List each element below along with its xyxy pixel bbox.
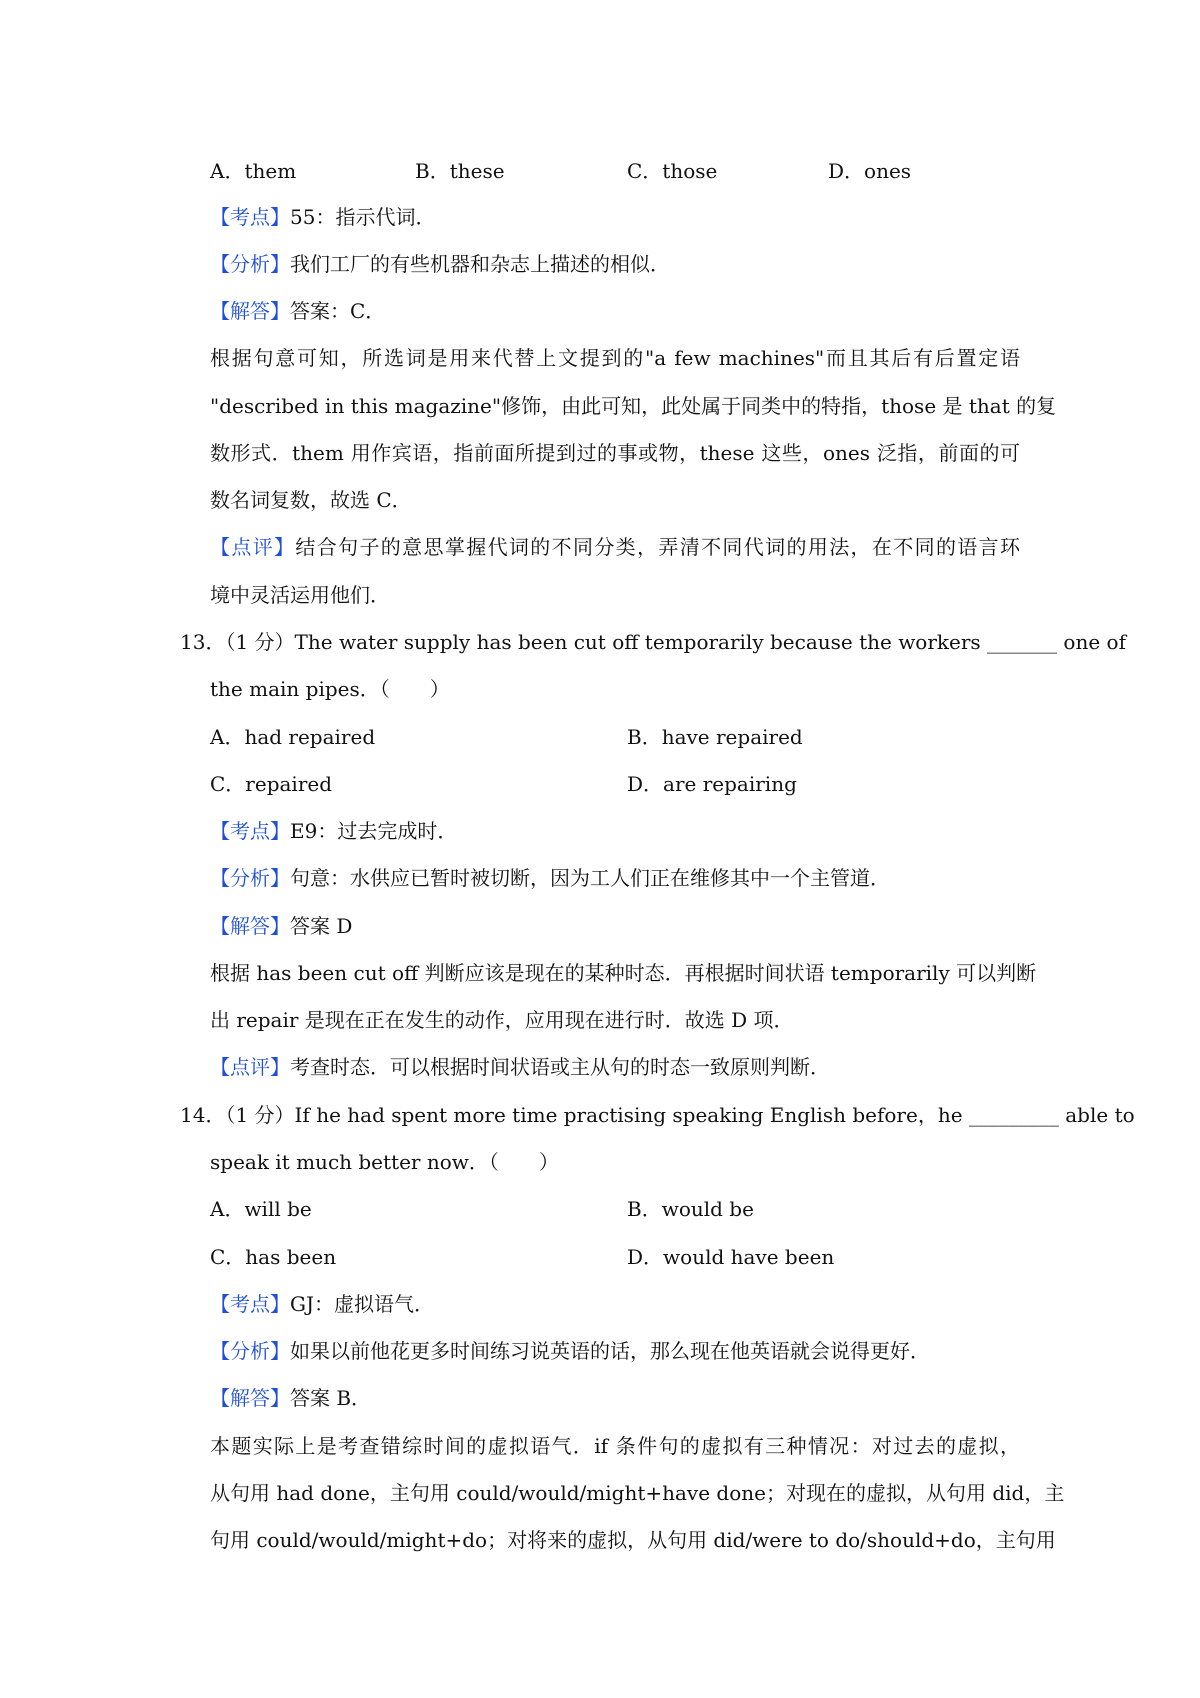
q14-option-b: B．would be: [627, 1197, 754, 1221]
dianping-tag: 【点评】: [210, 1055, 290, 1079]
q14-stem-line-1: 14．（1 分）If he had spent more time practising speaking English before，he _________ able to: [180, 1103, 1135, 1127]
q12-explain-line-2: "described in this magazine"修饰，由此可知，此处属于同类中的特指，those 是 that 的复: [210, 394, 1057, 418]
q13-option-b: B．have repaired: [627, 725, 803, 749]
q12-explain-line-3: 数形式．them 用作宾语，指前面所提到过的事或物，these 这些，ones 泛指，前面的可: [210, 441, 1020, 465]
kaodian-tag: 【考点】: [210, 819, 290, 843]
dianping-tag: 【点评】: [210, 535, 296, 559]
q12-dianping: [210, 532, 1020, 562]
kaodian-tag: 【考点】: [210, 205, 290, 229]
q13-explain-line-1: 根据 has been cut off 判断应该是现在的某种时态．再根据时间状语 temporarily 可以判断: [210, 961, 1037, 985]
jieda-tag: 【解答】: [210, 914, 290, 938]
q12-explain-line-4: 数名词复数，故选 C．: [210, 488, 412, 512]
q13-option-d: D．are repairing: [627, 772, 797, 796]
q13-explain-line-2: 出 repair 是现在正在发生的动作，应用现在进行时．故选 D 项．: [210, 1008, 794, 1032]
q14-option-a: A．will be: [210, 1197, 312, 1221]
q13-jieda: [210, 911, 1020, 941]
q13-dianping: [210, 1052, 1020, 1082]
q13-fenxi: [210, 863, 1020, 893]
q14-option-d: D．would have been: [627, 1245, 835, 1269]
kaodian-text: GJ：虚拟语气．: [290, 1292, 434, 1316]
q12-fenxi: [210, 249, 1020, 279]
q12-option-a: A．them: [210, 159, 297, 183]
q12-dianping-line-2: 境中灵活运用他们．: [210, 583, 390, 607]
jieda-text: 答案：C．: [290, 299, 386, 323]
fenxi-text: 句意：水供应已暂时被切断，因为工人们正在维修其中一个主管道．: [290, 866, 890, 890]
q14-jieda: [210, 1383, 1020, 1413]
fenxi-tag: 【分析】: [210, 866, 290, 890]
fenxi-text: 我们工厂的有些机器和杂志上描述的相似．: [290, 252, 670, 276]
q14-kaodian: [210, 1289, 1020, 1319]
kaodian-text: E9：过去完成时．: [290, 819, 458, 843]
q13-stem-line-2: the main pipes．（ ）: [210, 677, 450, 701]
jieda-text: 答案 B．: [290, 1386, 372, 1410]
kaodian-text: 55：指示代词．: [290, 205, 436, 229]
q12-jieda: [210, 296, 1020, 326]
q14-stem-line-2: speak it much better now．（ ）: [210, 1150, 559, 1174]
q14-option-c: C．has been: [210, 1245, 337, 1269]
dianping-text-1: 结合句子的意思掌握代词的不同分类，弄清不同代词的用法，在不同的语言环: [295, 535, 1021, 559]
fenxi-text: 如果以前他花更多时间练习说英语的话，那么现在他英语就会说得更好．: [290, 1339, 930, 1363]
q14-explain-line-3: 句用 could/would/might+do；对将来的虚拟，从句用 did/were to do/should+do，主句用: [210, 1528, 1056, 1552]
q12-option-d: D．ones: [828, 159, 912, 183]
q13-stem-line-1: 13．（1 分）The water supply has been cut off temporarily because the workers _______ one of: [180, 630, 1126, 654]
q12-kaodian: [210, 202, 1020, 232]
q13-kaodian: [210, 816, 1020, 846]
jieda-tag: 【解答】: [210, 1386, 290, 1410]
q14-explain-line-2: 从句用 had done，主句用 could/would/might+have done；对现在的虚拟，从句用 did，主: [210, 1481, 1065, 1505]
q14-explain-line-1: 本题实际上是考查错综时间的虚拟语气．if 条件句的虚拟有三种情况：对过去的虚拟，: [210, 1434, 1020, 1458]
q12-option-b: B．these: [415, 159, 505, 183]
dianping-text: 考查时态．可以根据时间状语或主从句的时态一致原则判断．: [290, 1055, 830, 1079]
kaodian-tag: 【考点】: [210, 1292, 290, 1316]
q12-explain-line-1: 根据句意可知，所选词是用来代替上文提到的"a few machines"而且其后有后置定语: [210, 346, 1020, 370]
fenxi-tag: 【分析】: [210, 1339, 290, 1363]
q12-option-c: C．those: [627, 159, 718, 183]
jieda-text: 答案 D: [290, 914, 353, 938]
jieda-tag: 【解答】: [210, 299, 290, 323]
q14-fenxi: [210, 1336, 1020, 1366]
q13-option-c: C．repaired: [210, 772, 333, 796]
fenxi-tag: 【分析】: [210, 252, 290, 276]
q13-option-a: A．had repaired: [210, 725, 376, 749]
